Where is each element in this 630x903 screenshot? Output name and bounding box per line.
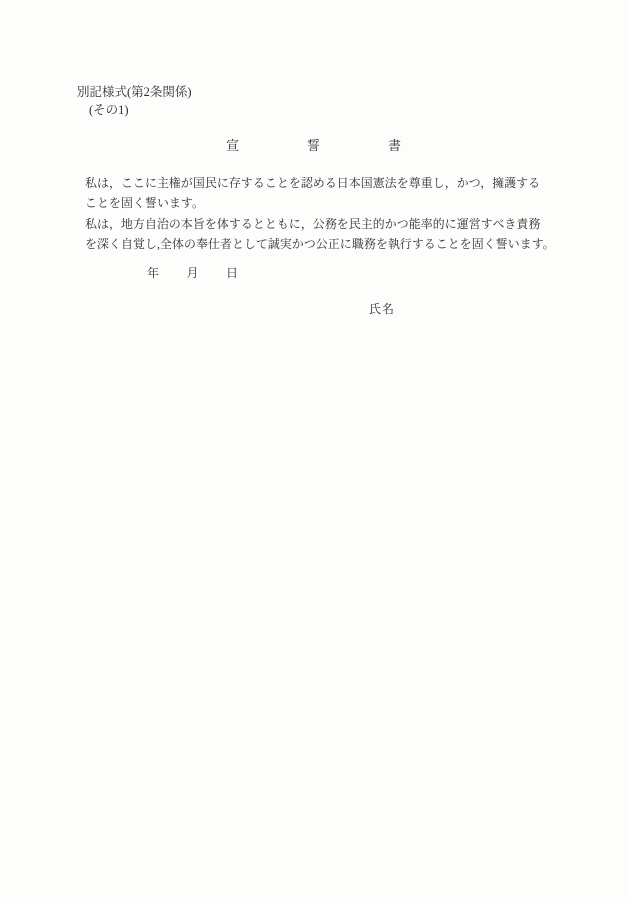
document-title: 宣誓書 (226, 138, 470, 153)
form-subnumber: (その1) (89, 103, 129, 117)
paragraph-line: 私は，地方自治の本旨を体するとともに，公務を民主的かつ能率的に運営すべき責務 (85, 216, 541, 231)
form-reference: 別記様式(第2条関係) (77, 85, 192, 99)
document-body (85, 173, 560, 254)
paragraph-line: 私は，ここに主権が国民に存することを認める日本国憲法を尊重し，かつ，擁護する (85, 176, 541, 190)
year-label: 年 (147, 266, 160, 280)
month-label: 月 (186, 266, 199, 280)
day-label: 日 (226, 266, 239, 280)
oath-paragraph-2 (85, 214, 560, 255)
oath-paragraph-1 (85, 173, 560, 214)
paragraph-line: ことを固く誓います。 (85, 196, 204, 211)
name-label: 氏名 (369, 302, 396, 316)
date-line (147, 264, 238, 281)
paragraph-line: を深く自覚し,全体の奉仕者として誠実かつ公正に職務を執行することを固く誓います。 (85, 236, 555, 251)
